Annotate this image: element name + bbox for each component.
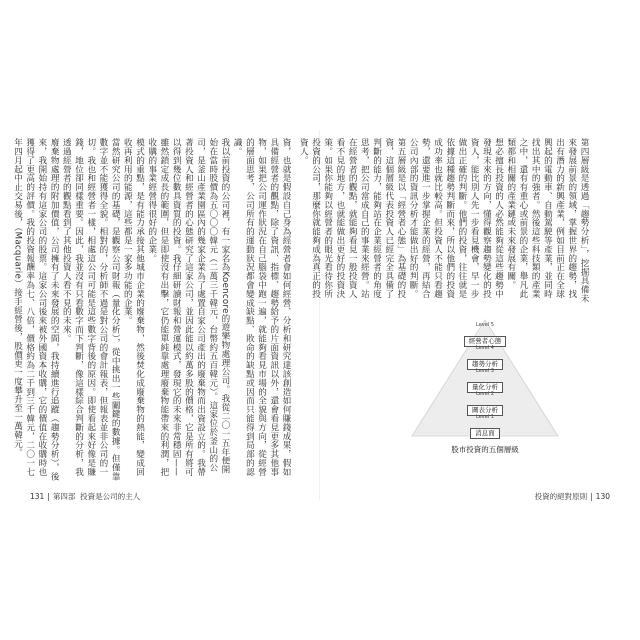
level-tag: Level 5 bbox=[476, 322, 494, 328]
pyramid-level-5 bbox=[410, 322, 560, 347]
right-paragraph: 想必擅長投資的人必然能夠從這些趨勢中發現未來的方向，懂得觀察趨勢變化的投資人，能比別人先一步看見機會，早一步做出正確的判斷。他們的投資，往往就是依據這種趨勢判斷而來，所以他們的投資成功率也就比較高。但投資人不能只看趨勢，還要進一步掌握企業的經營，再結合公司內部的資訊分析才能做出好的判斷。 bbox=[408, 138, 504, 299]
level-label: 量化分析 bbox=[467, 382, 503, 393]
level-label: 圖表分析 bbox=[467, 405, 503, 416]
pyramid-level-3 bbox=[410, 368, 560, 393]
right-footer-title: 投資的絕對原則 bbox=[534, 492, 588, 501]
right-page-body-text bbox=[298, 138, 590, 306]
figure-caption: 股市投資的五個層級 bbox=[451, 445, 519, 454]
left-page-number: 131 bbox=[30, 492, 45, 501]
level-label: 經營者心態 bbox=[464, 336, 507, 347]
level-tag: Level 1 bbox=[476, 414, 494, 420]
left-page-footer bbox=[30, 491, 140, 502]
footer-separator: | bbox=[590, 492, 593, 501]
right-paragraph: 第五層級是以「經營者心態」為基礎的投資，這個層級代表投資人已經完全具備了判斷的能力，能夠站在企業經營者的角度思考，把公司當成自己的事業來經營。站在經營者的觀點，就能夠看見一般投資人看不見的地方，也就能做出更好的投資決策。如果你能夠以經營者的眼光看待你所投資的公司，那麼你就能夠成為真正的投資人。 bbox=[298, 138, 406, 299]
level-tag: Level 4 bbox=[476, 345, 494, 351]
level-tag: Level 2 bbox=[476, 391, 494, 397]
left-footer-title: 投資是公司的主人 bbox=[80, 492, 141, 501]
left-footer-part: 第四部 bbox=[52, 492, 76, 501]
level-label: 消息面 bbox=[470, 428, 500, 439]
left-paragraph: 廢棄物處理的附加價值，公司擁有了未來發展的空間，我持續進行追蹤（趨勢分析），後來，我開始持有這家公司的股票。這家公司後來被外國資本收購，它的價值在收購時也獲得了更高的評價。我的投資報酬率為七、八倍，價格約為二千到三千韓元，二〇一七年四月起中止交易後，（Macquarie）接手經營後，股價更一度攀升至一萬韓元。 bbox=[12, 138, 60, 481]
footer-separator: | bbox=[47, 492, 50, 501]
level-label: 趨勢分析 bbox=[467, 359, 503, 370]
right-page-footer bbox=[535, 491, 610, 502]
left-paragraph: 資，也就是假設自己身為經營者會如何經營、分析和研究達該創造如何賺錢成果，假如具備經營者的觀點，除了資訊、指標、趨勢給予的片面資訊以外，還會看見更多其他事物，如果把公司運作狀況在自己腦袋中跑一遍，就能夠看見市場的全貌與方向，從經營的層面思考，公司所有的運動狀況都會變成缺點、敗命的缺點或因而只能得到局部的認識。 bbox=[232, 138, 291, 477]
level-tag: Level 3 bbox=[476, 368, 494, 374]
left-paragraph: 當然研究公司的基礎，是觀察公司財報（量化分析），從中挑出一些關鍵的數據。但僅靠數字並不能獲得全貌。相對的，分析師不過是對公司的會計報表，但報表並非公司的一切。我也和經營者一樣，相處這公司可能是這些數字背後的原因。即使看起來好像是賺錢，地位卻同樣重要。因此，我並沒有只看數字而下判斷，像這樣綜合判斷的分析，我透過經營者的觀點看到了其他投資人看不見的未來。 bbox=[61, 138, 121, 481]
pyramid-level-4 bbox=[410, 345, 560, 370]
pyramid-level-2 bbox=[410, 391, 560, 416]
right-paragraph: 第四層級是透過「趨勢分析」，挖掘具備未來發展前景的領域，掌握世界的趨勢，找出有潛力的新興產業，例如目前正在全球興起的電動車、自動駕駛等產業，並同時找出其中的強者。然後這些科技類的產業之中，還有有重心或前景的企業，舉凡此類都和相關的產業鏈或未來發展有關。 bbox=[505, 138, 589, 303]
right-page-number: 130 bbox=[595, 492, 610, 501]
left-paragraph: 我以前投資的公司裡，有一家名為Koencore的遊樂物處理公司。我從二〇一五年便開始在當時股價為五〇〇〇韓元（二萬三千韓元，台幣約五百韓元）。這家位於釜山的公司，是釜山產業園區內的幾家企業為了處置自家公司產出的廢棄物而出資設立的。我帶著投資人和經營者的心態研究了這家公司，並因此能以約萬多股的價格，它是所有將可以得到幾位數具資質的投資。我仔細研讀財報和營運模式，發現它的未來非常穩固——雖然鎖定成長的範圍，但是即使沒有出擊，它仍能單純靠處理廢棄物能帶來的利潤，把收購的事業經營得很好的企業。 bbox=[146, 138, 230, 477]
pyramid-level-1 bbox=[410, 414, 560, 439]
left-page-body-text bbox=[12, 138, 292, 482]
pyramid-figure bbox=[410, 318, 560, 468]
left-paragraph: 模式的重點，是有能力承接其他城市企業的廢棄物，然後焚化成廢棄物的熱能，變成回收再利用的能源，這些都是一家多功能的企業。 bbox=[122, 138, 145, 477]
